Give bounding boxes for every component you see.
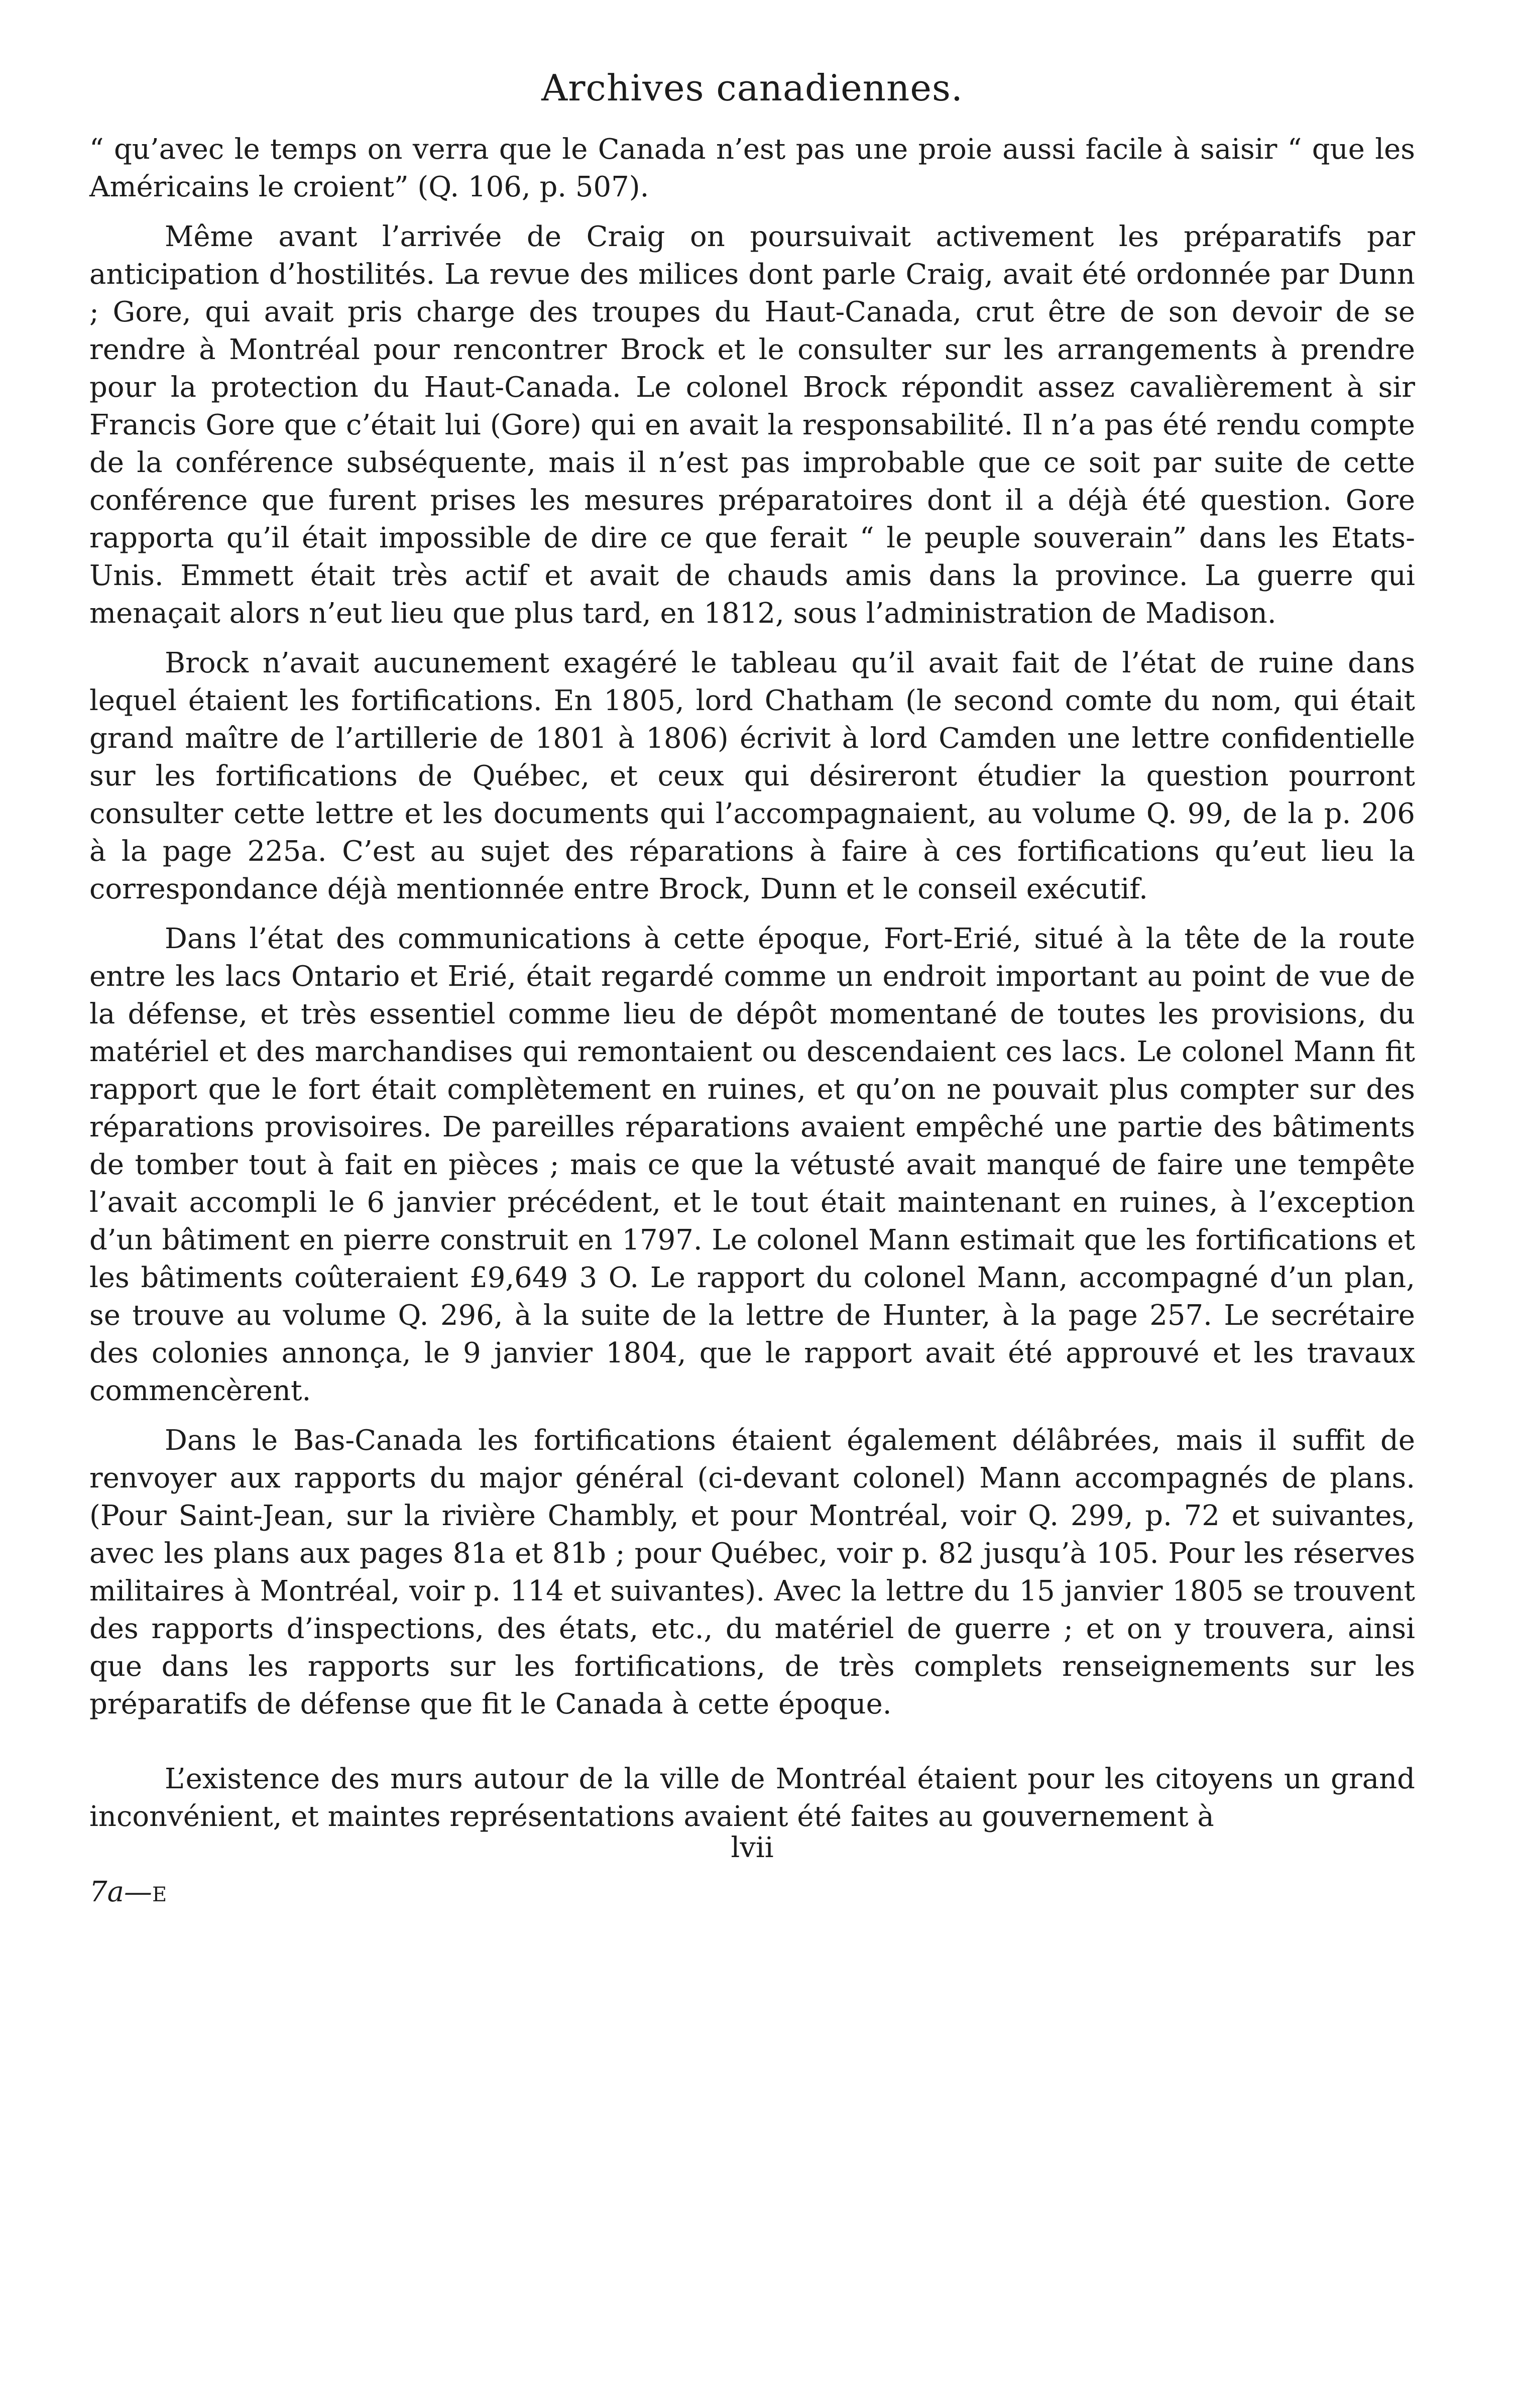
paragraph-fortifications-quebec: Brock n’avait aucunement exagéré le tableau qu’il avait fait de l’état de ruine dans lequel étaient les fortifications. En 1805, lord Chatham (le second comte du nom, qui était grand maître de l’artillerie de 1801 à 1806) écrivit à lord Camden une lettre confidentielle sur les fortifications de Québec, et ceux qui désireront étudier la question pourront consulter cette lettre et les documents qui l’accompagnaient, au volume Q. 99, de la p. 206 à la page 225a. C’est au sujet des réparations à faire à ces fortifications qu’eut lieu la correspondance déjà mentionnée entre Brock, Dunn et le conseil exécutif.	[89, 647, 1415, 905]
printer-signature-mark	[89, 1875, 1415, 1912]
paragraph-preparations: Même avant l’arrivée de Craig on poursuivait activement les préparatifs par anticipation d’hostilités. La revue des milices dont parle Craig, avait été ordonnée par Dunn ; Gore, qui avait pris charge des troupes du Haut-Canada, crut être de son devoir de se rendre à Montréal pour rencontrer Brock et le consulter sur les arrangements à prendre pour la protection du Haut-Canada. Le colonel Brock répondit assez cavalièrement à sir Francis Gore que c’était lui (Gore) qui en avait la responsabilité. Il n’a pas été rendu compte de la conférence subséquente, mais il n’est pas improbable que ce soit par suite de cette conférence que furent prises les mesures préparatoires dont il a déjà été question. Gore rapporta qu’il était impossible de dire ce que ferait “ le peuple souverain” dans les Etats-Unis. Emmett était très actif et avait de chauds amis dans la province. La guerre qui menaçait alors n’eut lieu que plus tard, en 1812, sous l’administration de Madison.	[89, 220, 1415, 630]
signature-dash: —	[124, 1876, 153, 1908]
document-page	[89, 65, 1415, 1912]
paragraph-quote-continuation: “ qu’avec le temps on verra que le Canada n’est pas une proie aussi facile à saisir “ que les Américains le croient” (Q. 106, p. 507).	[89, 133, 1415, 203]
running-title: Archives canadiennes.	[541, 67, 963, 109]
signature-number: 7a	[89, 1876, 125, 1908]
paragraph-bas-canada: Dans le Bas-Canada les fortifications étaient également délâbrées, mais il suffit de renvoyer aux rapports du major général (ci-devant colonel) Mann accompagnés de plans. (Pour Saint-Jean, sur la rivière Chambly, et pour Montréal, voir Q. 299, p. 72 et suivantes, avec les plans aux pages 81a et 81b ; pour Québec, voir p. 82 jusqu’à 105. Pour les réserves militaires à Montréal, voir p. 114 et suivantes). Avec la lettre du 15 janvier 1805 se trouvent des rapports d’inspections, des états, etc., du matériel de guerre ; et on y trouvera, ainsi que dans les rapports sur les fortifications, de très complets renseignements sur les préparatifs de défense que fit le Canada à cette époque.	[89, 1424, 1415, 1721]
paragraph-fort-erie: Dans l’état des communications à cette époque, Fort-Erié, situé à la tête de la route entre les lacs Ontario et Erié, était regardé comme un endroit important au point de vue de la défense, et très essentiel comme lieu de dépôt momentané de toutes les provisions, du matériel et des marchandises qui remontaient ou descendaient ces lacs. Le colonel Mann fit rapport que le fort était complètement en ruines, et qu’on ne pouvait plus compter sur des réparations provisoires. De pareilles réparations avaient empêché une partie des bâtiments de tomber tout à fait en pièces ; mais ce que la vétusté avait manqué de faire une tempête l’avait accompli le 6 janvier précédent, et le tout était maintenant en ruines, à l’exception d’un bâtiment en pierre construit en 1797. Le colonel Mann estimait que les fortifications et les bâtiments coûteraient £9,649 3 O. Le rapport du colonel Mann, accompagné d’un plan, se trouve au volume Q. 296, à la suite de la lettre de Hunter, à la page 257. Le secrétaire des colonies annonça, le 9 janvier 1804, que le rapport avait été approuvé et les travaux commencèrent.	[89, 923, 1415, 1407]
paragraph-montreal-walls: L’existence des murs autour de la ville de Montréal étaient pour les citoyens un grand inconvénient, et maintes représentations avaient été faites au gouvernement à	[89, 1763, 1415, 1833]
page-number: lvii	[731, 1831, 774, 1864]
signature-letter: E	[152, 1883, 168, 1906]
